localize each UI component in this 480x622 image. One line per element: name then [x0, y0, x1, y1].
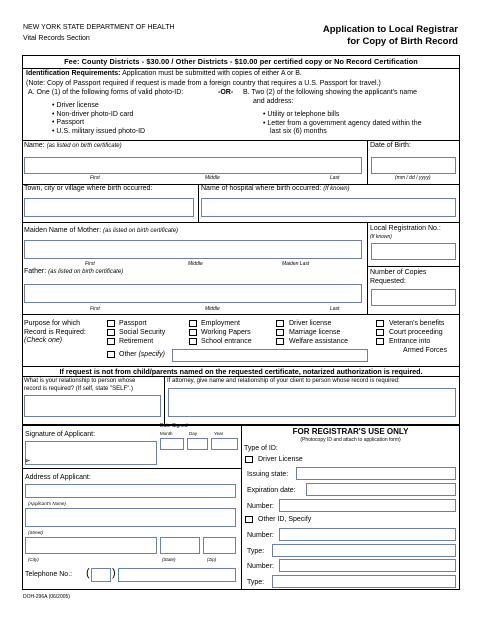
date-signed-label: Date Signed [160, 423, 188, 429]
street-hint: (Street) [28, 530, 44, 535]
number-input[interactable] [279, 499, 456, 512]
divider [22, 140, 460, 141]
list-item: • Passport [52, 119, 85, 127]
other-purpose-input[interactable] [172, 349, 368, 362]
relationship-input[interactable] [24, 395, 161, 417]
father-middle-hint: Middle [205, 306, 220, 312]
applicant-name-input[interactable] [25, 484, 236, 498]
copies-label-line2: Requested: [370, 278, 406, 285]
date-month-label: Month [160, 431, 173, 436]
father-name-input[interactable] [24, 284, 362, 303]
checkbox-passport[interactable] [107, 320, 115, 327]
checkbox-driver-license-id[interactable] [245, 456, 253, 463]
type2-label: Type: [247, 579, 265, 586]
registrar-subtitle: (Photocopy ID and attach to application form) [300, 437, 401, 443]
checkbox-welfare[interactable] [276, 338, 284, 345]
divider [164, 376, 165, 425]
zip-hint: (Zip) [207, 557, 217, 562]
checkbox-other[interactable] [107, 351, 115, 358]
zip-input[interactable] [203, 537, 236, 554]
telephone-number-input[interactable] [118, 568, 236, 582]
option-b-text2: and address: [253, 98, 294, 105]
checkbox-armed-forces[interactable] [376, 338, 384, 345]
expiration-label: Expiration date: [247, 487, 296, 494]
id-requirements-text: Application must be submitted with copies of either A or B. [120, 70, 302, 77]
issuing-state-input[interactable] [296, 467, 456, 480]
date-year-input[interactable] [211, 438, 238, 450]
purpose-working-papers-label: Working Papers [201, 329, 251, 336]
divider [367, 266, 460, 267]
section-name: Vital Records Section [23, 35, 90, 42]
issuing-state-label: Issuing state: [247, 471, 289, 478]
purpose-armed-forces-label2: Armed Forces [403, 347, 447, 354]
number3-label: Number: [247, 563, 274, 570]
driver-license-id-label: Driver License [258, 456, 303, 463]
purpose-retirement-label: Retirement [119, 338, 154, 345]
list-item: • Non-driver photo-ID card [52, 110, 134, 118]
mother-label: Maiden Name of Mother: (as listed on birth certificate) [24, 227, 179, 234]
address-label: Address of Applicant: [25, 474, 91, 481]
divider [22, 68, 460, 69]
divider [22, 468, 241, 469]
number2-input[interactable] [279, 528, 456, 541]
type-label: Type: [247, 548, 265, 555]
purpose-veterans-label: Veteran's benefits [389, 320, 445, 327]
form-title-line1: Application to Local Registrar [322, 24, 458, 35]
purpose-welfare-label: Welfare assistance [289, 338, 349, 345]
list-item: • Driver license [52, 102, 99, 109]
telephone-open-paren: ( [86, 567, 90, 579]
checkbox-other-id[interactable] [245, 516, 253, 523]
divider [22, 314, 460, 315]
dob-label: Date of Birth: [370, 142, 411, 149]
list-item: • Utility or telephone bills [263, 111, 340, 118]
purpose-employment-label: Employment [201, 320, 240, 327]
date-year-label: Year [214, 431, 224, 436]
fee-line: Fee: County Districts - $30.00 / Other Districts - $10.00 per certified copy or No Record Certification [64, 57, 418, 66]
form-title-line2: for Copy of Birth Record [347, 36, 458, 47]
street-input[interactable] [25, 508, 236, 527]
checkbox-driver-license[interactable] [276, 320, 284, 327]
checkbox-veterans[interactable] [376, 320, 384, 327]
department-name: NEW YORK STATE DEPARTMENT OF HEALTH [23, 24, 175, 31]
attorney-input[interactable] [168, 388, 456, 417]
telephone-close-paren: ) [112, 567, 116, 579]
option-a-list [52, 102, 145, 136]
local-reg-hint: (If known) [370, 234, 392, 240]
dob-format-hint: (mm / dd / yyyy) [395, 175, 431, 181]
telephone-area-code-input[interactable] [91, 568, 111, 582]
id-requirements-label: Identification Requirements: [26, 70, 121, 77]
checkbox-employment[interactable] [189, 320, 197, 327]
date-month-input[interactable] [160, 438, 184, 450]
city-input[interactable] [25, 537, 157, 554]
date-day-input[interactable] [187, 438, 208, 450]
purpose-marriage-license-label: Marriage license [289, 329, 341, 336]
divider [198, 184, 199, 222]
purpose-court-label: Court proceeding [389, 329, 443, 336]
list-item: • Letter from a government agency dated within the [263, 119, 422, 127]
divider [241, 425, 242, 590]
hospital-input[interactable] [201, 198, 456, 217]
purpose-armed-forces-label: Entrance into [389, 338, 431, 345]
telephone-label: Telephone No.: [25, 571, 73, 578]
purpose-label: Purpose for which Record is Required: (Check one) [24, 320, 86, 344]
state-hint: (State) [162, 557, 176, 562]
name-label: Name: (as listed on birth certificate) [24, 142, 122, 149]
expiration-input[interactable] [306, 483, 456, 496]
father-label: Father: (as listed on birth certificate) [24, 268, 124, 275]
checkbox-retirement[interactable] [107, 338, 115, 345]
father-last-hint: Last [330, 306, 340, 312]
list-item: • U.S. military issued photo-ID [52, 127, 146, 135]
last-name-hint: Last [330, 175, 340, 181]
divider [367, 140, 368, 184]
type2-input[interactable] [272, 575, 456, 588]
purpose-other-label: Other (specify) [119, 351, 165, 358]
state-input[interactable] [160, 537, 200, 554]
middle-name-hint: Middle [205, 175, 220, 181]
divider [367, 222, 368, 314]
checkbox-social-security[interactable] [107, 329, 115, 336]
option-a-text: A. One (1) of the following forms of valid photo-ID: [28, 89, 184, 96]
local-reg-label: Local Registration No.: [370, 225, 441, 232]
signature-input[interactable] [25, 441, 157, 465]
or-label: -OR- [218, 89, 234, 96]
relationship-label1: What is your relationship to person whose [24, 378, 136, 384]
number2-label: Number: [247, 532, 274, 539]
checkbox-working-papers[interactable] [189, 329, 197, 336]
purpose-social-security-label: Social Security [119, 329, 166, 336]
father-first-hint: First [90, 306, 100, 312]
option-b-list [263, 111, 422, 137]
town-input[interactable] [24, 198, 194, 217]
divider [22, 376, 460, 377]
number-label: Number: [247, 503, 274, 510]
mother-first-hint: First [85, 261, 95, 267]
city-hint: (City) [28, 557, 39, 562]
notarized-notice: If request is not from child/parents named on the requested certificate, notarized authorization is required. [59, 367, 423, 376]
applicant-name-hint: (Applicant's Name) [28, 501, 66, 506]
type-of-id-label: Type of ID: [244, 445, 278, 452]
mother-middle-hint: Middle [188, 261, 203, 267]
checkbox-marriage-license[interactable] [276, 329, 284, 336]
mother-name-input[interactable] [24, 240, 362, 259]
purpose-driver-license-label: Driver license [289, 320, 332, 327]
number3-input[interactable] [279, 559, 456, 572]
local-reg-input[interactable] [371, 243, 456, 260]
other-id-label: Other ID, Specify [258, 516, 312, 523]
mother-last-hint: Maiden Last [282, 261, 310, 267]
checkbox-court[interactable] [376, 329, 384, 336]
dob-input[interactable] [371, 157, 456, 174]
hospital-label: Name of hospital where birth occurred: (If known) [201, 185, 350, 192]
id-requirements [26, 70, 302, 77]
divider [22, 222, 460, 223]
date-day-label: Day [189, 431, 198, 436]
option-b-text1: B. Two (2) of the following showing the applicant's name [243, 89, 417, 96]
first-name-hint: First [90, 175, 100, 181]
purpose-school-entrance-label: School entrance [201, 338, 252, 345]
list-item: last six (6) months [270, 128, 327, 136]
purpose-passport-label: Passport [119, 320, 147, 327]
name-input[interactable] [24, 157, 362, 174]
town-label: Town, city or village where birth occurred: [24, 185, 153, 192]
form-number: DOH-296A (06/2005) [23, 594, 70, 600]
type-input[interactable] [272, 544, 456, 557]
passport-note: (Note: Copy of Passport required if request is made from a foreign country that requires a U.S. Passport for travel.) [26, 80, 381, 87]
copies-label-line1: Number of Copies [370, 269, 427, 276]
checkbox-school-entrance[interactable] [189, 338, 197, 345]
signature-label: Signature of Applicant: [25, 431, 96, 438]
registrar-title: FOR REGISTRAR'S USE ONLY [292, 427, 409, 436]
relationship-label2: record is required? (If self, state "SELF".) [24, 386, 133, 392]
copies-input[interactable] [371, 289, 456, 306]
arrow-icon: ➢ [24, 456, 31, 465]
attorney-label: If attorney, give name and relationship of your client to person whose record is required: [167, 378, 400, 384]
